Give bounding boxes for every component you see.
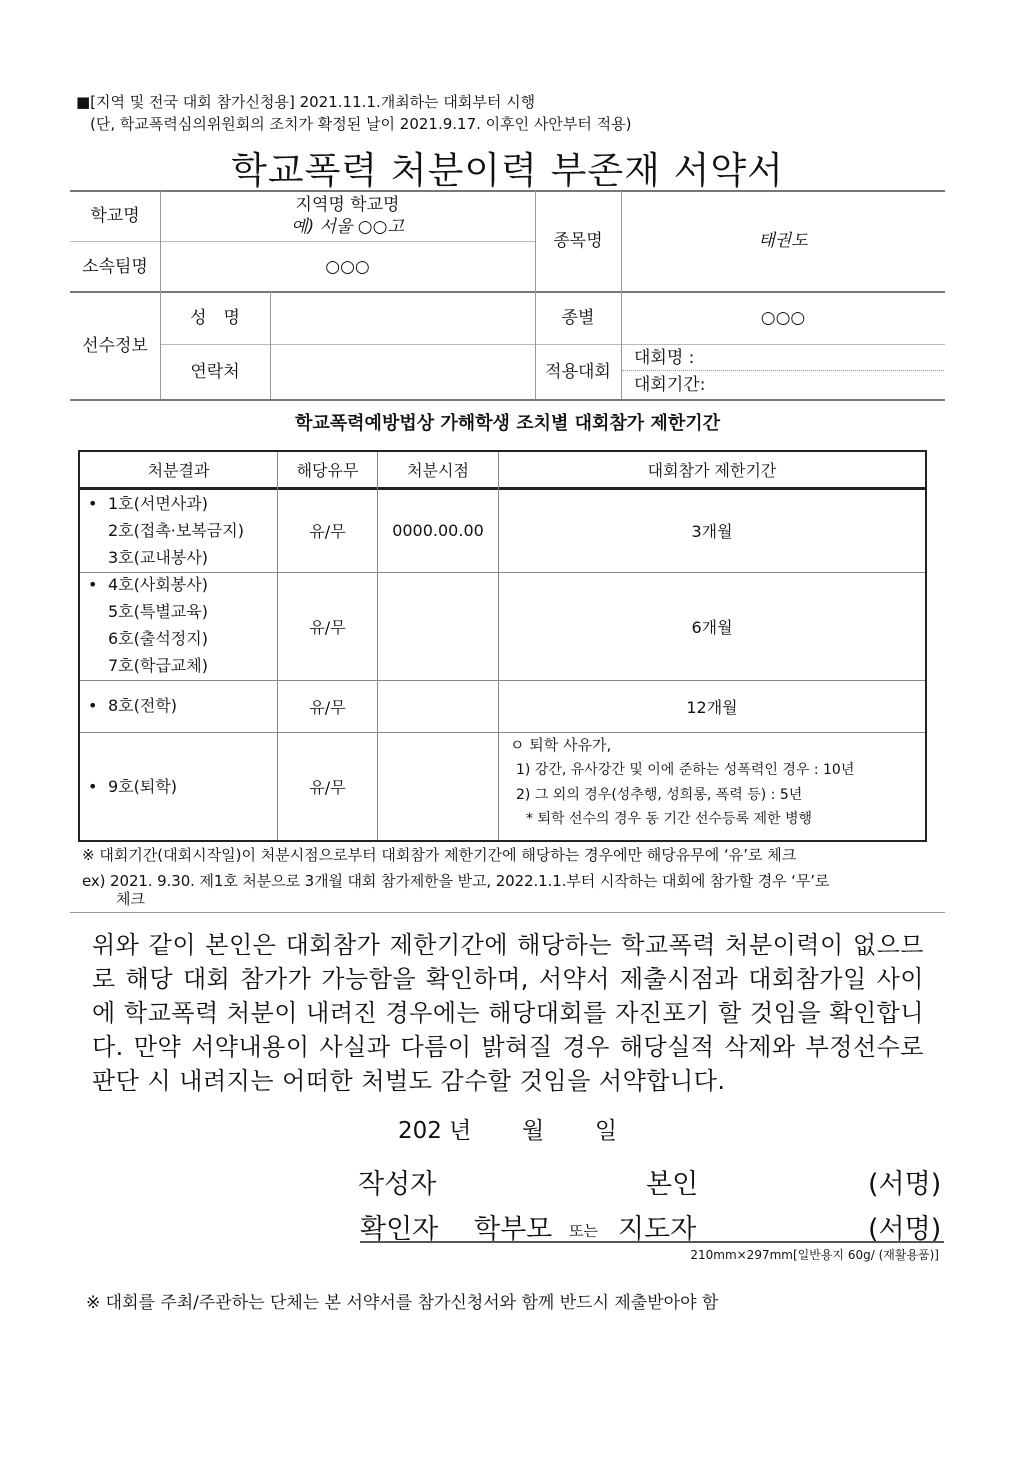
player-info-label: 선수정보	[82, 335, 148, 356]
table-row	[88, 571, 208, 679]
header-date: 처분시점	[407, 461, 469, 480]
header-result: 처분결과	[147, 461, 210, 480]
list-item: 9호(퇴학)	[108, 777, 178, 796]
confirmer-parent: 학부모	[474, 1214, 553, 1245]
table-row	[88, 692, 177, 719]
confirmer-signature[interactable]: (서명)	[868, 1214, 942, 1245]
applicable-value[interactable]: 유/무	[309, 618, 346, 637]
list-item: 5호(특별교육)	[108, 602, 208, 621]
event-label: 종목명	[553, 231, 603, 251]
restriction-subtitle: 학교폭력예방법상 가해학생 조치별 대회참가 제한기간	[295, 413, 720, 434]
school-label: 학교명	[90, 206, 140, 226]
applicable-value[interactable]: 유/무	[309, 778, 346, 797]
competition-period-field[interactable]: 대회기간:	[634, 375, 706, 395]
bullet: •	[88, 777, 98, 796]
date-year[interactable]: 202 년	[397, 1118, 472, 1144]
list-item: 8호(전학)	[108, 696, 178, 715]
paper-spec: 210mm×297mm[일반용지 60g/ (재활용품)]	[690, 1248, 939, 1262]
table-row	[88, 490, 244, 571]
or-text: 또는	[569, 1222, 598, 1240]
writer-label: 작성자	[358, 1169, 437, 1200]
school-value[interactable]	[160, 191, 535, 241]
date-value[interactable]: 0000.00.00	[392, 521, 484, 540]
name-field[interactable]	[270, 292, 535, 344]
gender-value[interactable]: ○○○	[760, 308, 806, 328]
writer-value: 본인	[646, 1169, 699, 1200]
expulsion-note: * 퇴학 선수의 경우 동 기간 선수등록 제한 병행	[526, 811, 813, 827]
contact-label: 연락처	[190, 362, 240, 382]
list-item: 4호(사회봉사)	[108, 575, 208, 594]
period-value: 6개월	[691, 618, 733, 637]
expulsion-period-details	[508, 733, 854, 830]
notice-line-1: ■[지역 및 전국 대회 참가신청용] 2021.11.1.개최하는 대회부터 시행	[76, 93, 536, 111]
list-item: 6호(출석정지)	[108, 629, 208, 648]
list-item: 7호(학급교체)	[108, 656, 208, 675]
date-line	[0, 1112, 1015, 1145]
confirmer-label: 확인자	[360, 1214, 439, 1245]
footer-note: ※ 대회를 주최/주관하는 단체는 본 서약서를 참가신청서와 함께 반드시 제출받아야 함	[86, 1293, 719, 1313]
note-2-line-2: 체크	[116, 890, 145, 908]
header-applicable: 해당유무	[296, 461, 359, 480]
team-label: 소속팀명	[82, 256, 148, 277]
notice-line-2: (단, 학교폭력심의위원회의 조치가 확정된 날이 2021.9.17. 이후인 사안부터 적용)	[90, 115, 632, 133]
event-value[interactable]: 태권도	[758, 231, 808, 251]
list-item: 3호(교내봉사)	[108, 548, 208, 567]
school-value-line-1: 지역명 학교명	[295, 195, 400, 215]
applied-competition-label: 적용대회	[545, 362, 611, 382]
date-value[interactable]	[378, 573, 498, 680]
applicable-value[interactable]: 유/무	[309, 698, 346, 717]
note-2-line-1: ex) 2021. 9.30. 제1호 처분으로 3개월 대회 참가제한을 받고, 2022.1.1.부터 시작하는 대회에 참가할 경우 ‘무’로	[82, 872, 830, 890]
table-row	[88, 773, 177, 800]
note-1: ※ 대회기간(대회시작일)이 처분시점으로부터 대회참가 제한기간에 해당하는 경우에만 해당유무에 ‘유’로 체크	[82, 846, 797, 864]
applicable-value[interactable]: 유/무	[309, 522, 346, 541]
name-label: 성 명	[190, 308, 240, 328]
date-day[interactable]: 일	[594, 1118, 618, 1144]
bullet: •	[88, 494, 98, 513]
contact-field[interactable]	[270, 345, 535, 399]
list-item: 2호(접촉·보복금지)	[108, 521, 244, 540]
team-value[interactable]: ○○○	[325, 256, 370, 277]
date-month[interactable]: 월	[522, 1118, 545, 1144]
competition-name-field[interactable]: 대회명 :	[634, 347, 695, 368]
date-value[interactable]	[378, 733, 498, 840]
school-value-example: 예) 서울 ○○고	[291, 217, 404, 237]
list-item: 1호(서면사과)	[108, 494, 208, 513]
confirmer-coach: 지도자	[618, 1214, 697, 1245]
expulsion-reason-title: ㅇ 퇴학 사유가,	[510, 736, 612, 754]
period-value: 3개월	[691, 522, 733, 541]
writer-signature[interactable]: (서명)	[868, 1169, 942, 1200]
restriction-table	[78, 450, 927, 842]
header-period: 대회참가 제한기간	[647, 461, 777, 480]
date-value[interactable]	[378, 681, 498, 732]
period-value: 12개월	[686, 698, 738, 717]
expulsion-case-2: 2) 그 외의 경우(성추행, 성희롱, 폭력 등) : 5년	[516, 787, 803, 803]
expulsion-case-1: 1) 강간, 유사강간 및 이에 준하는 성폭력인 경우 : 10년	[516, 762, 855, 778]
page-title: 학교폭력 처분이력 부존재 서약서	[231, 149, 784, 192]
pledge-text: 위와 같이 본인은 대회참가 제한기간에 해당하는 학교폭력 처분이력이 없으므로 해당 대회 참가가 가능함을 확인하며, 서약서 제출시점과 대회참가일 사이에 학교폭력 처분이 내려진 경우에는 해당대회를 자진포기 할 것임을 확인합니다. 만약 서약내용이 사실과 다름이 밝혀질 경우 해당실적 삭제와 부정선수로 판단 시 내려지는 어떠한 처벌도 감수할 것임을 서약합니다.	[92, 931, 924, 1095]
bullet: •	[88, 696, 98, 715]
gender-label: 종별	[561, 308, 595, 328]
bullet: •	[88, 575, 98, 594]
